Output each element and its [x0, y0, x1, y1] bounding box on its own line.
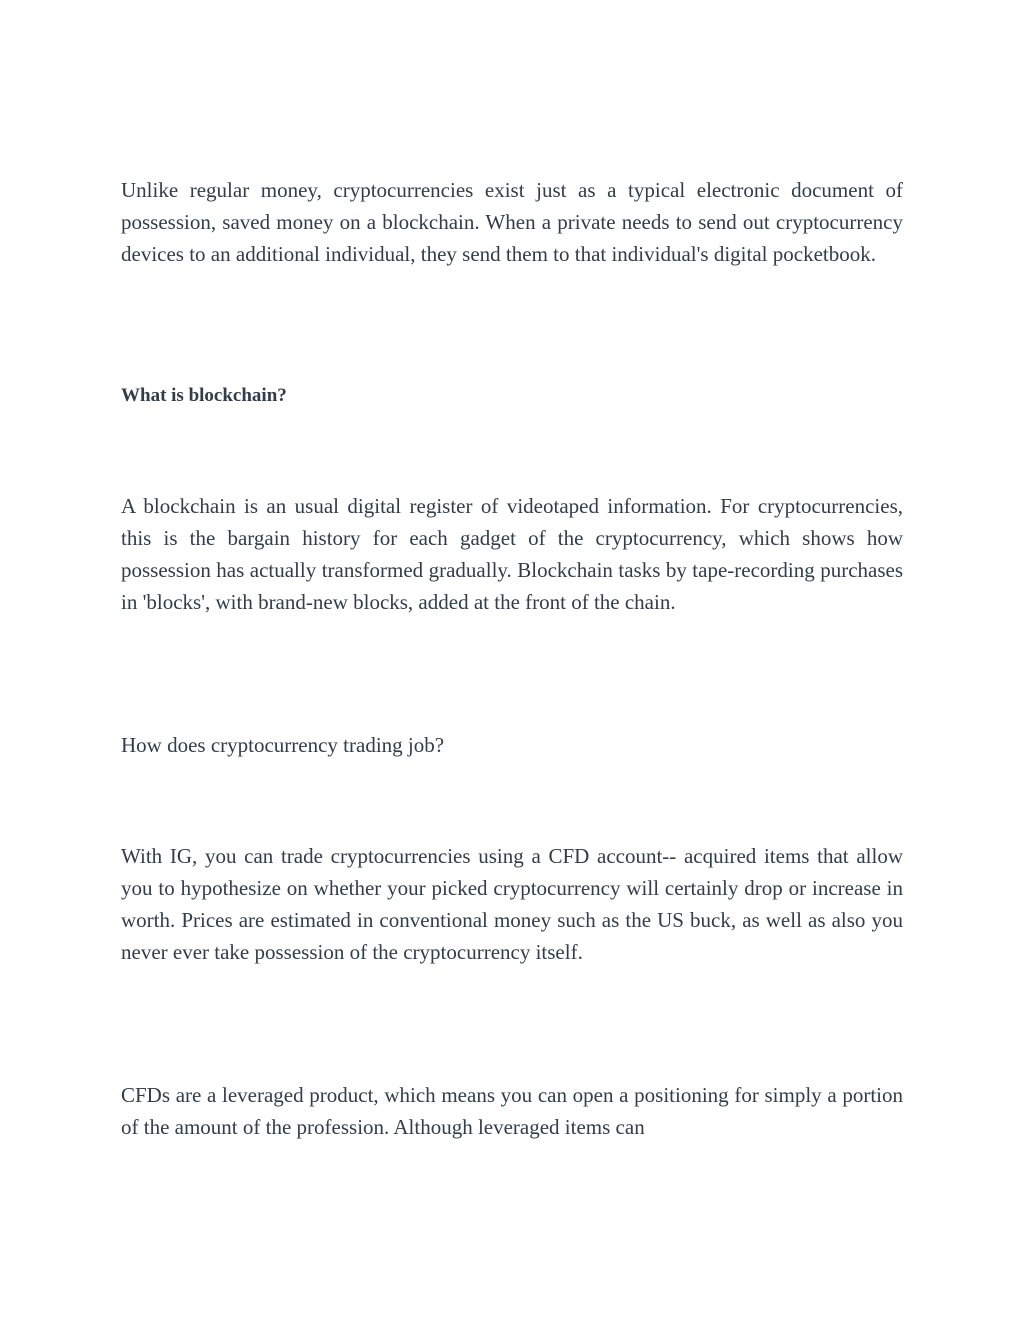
- heading-crypto-trading: How does cryptocurrency trading job?: [121, 733, 445, 757]
- paragraph-ig-cfd: With IG, you can trade cryptocurrencies using a CFD account-- acquired items that allow you to hypothesize on whether your picked cryptocurrency will certainly drop or increase in worth. Prices are estimated in conventional money such as the US buck, as well as also you never ever take possession of the cryptocurrency itself.: [121, 844, 903, 964]
- paragraph-blockchain: A blockchain is an usual digital register of videotaped information. For cryptocurrencies, this is the bargain history for each gadget of the cryptocurrency, which shows how possession has actually transformed gradually. Blockchain tasks by tape-recording purchases in 'blocks', with brand-new blocks, added at the front of the chain.: [121, 494, 903, 614]
- paragraph-crypto-intro: Unlike regular money, cryptocurrencies exist just as a typical electronic document of possession, saved money on a blockchain. When a private needs to send out cryptocurrency devices to an additional individual, they send them to that individual's digital pocketbook.: [121, 178, 903, 266]
- paragraph-cfd-leverage: CFDs are a leveraged product, which means you can open a positioning for simply a portion of the amount of the profession. Although leveraged items can: [121, 1083, 903, 1139]
- heading-what-is-blockchain: What is blockchain?: [121, 385, 287, 406]
